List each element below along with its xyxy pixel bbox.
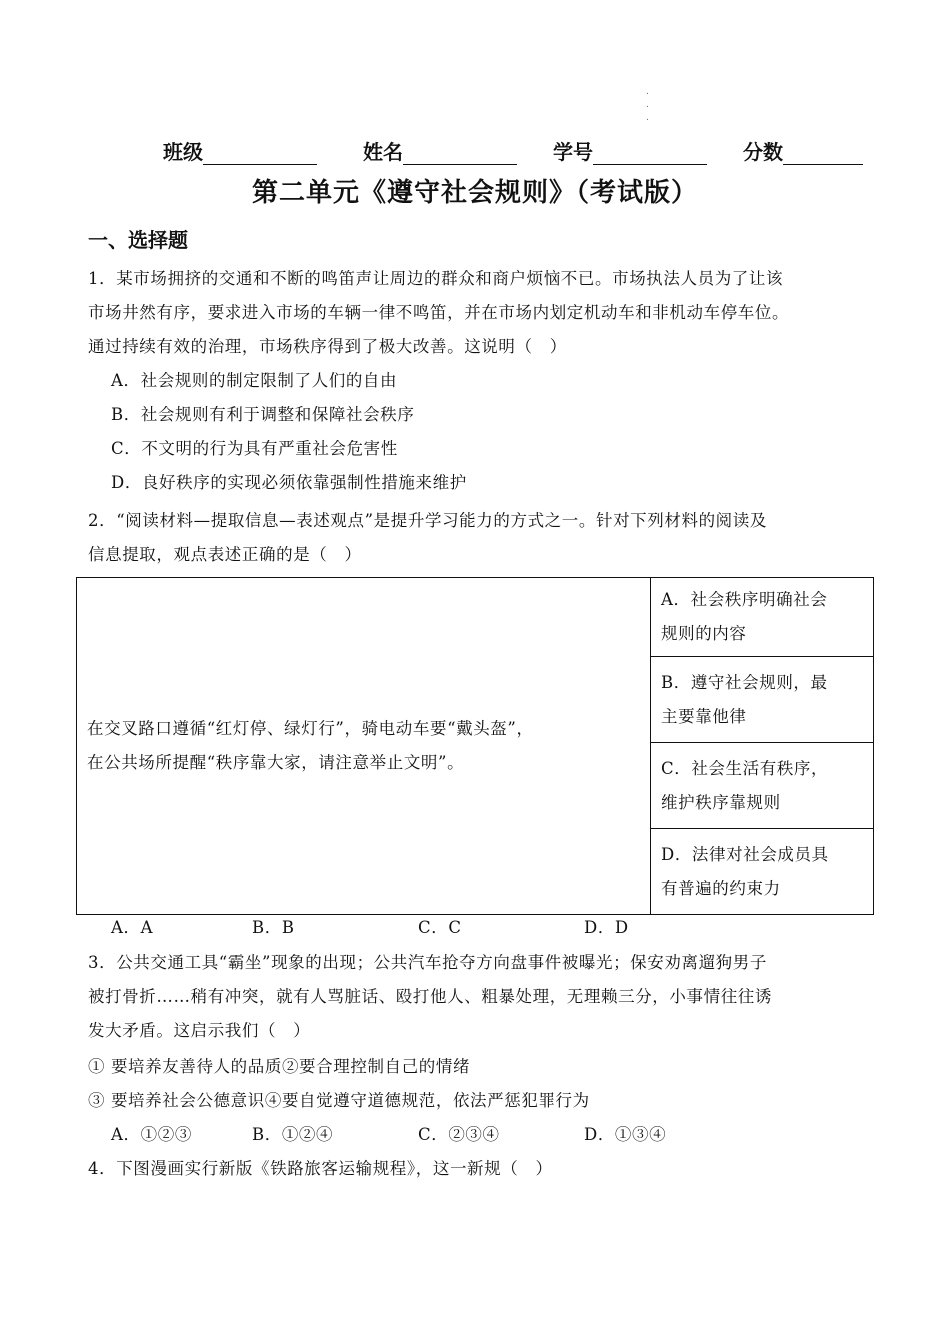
material-line: 在交叉路口遵循“红灯停、绿灯行”，骑电动车要“戴头盔”，: [87, 719, 534, 738]
table-option-b: [651, 657, 874, 743]
option-a[interactable]: A．社会规则的制定限制了人们的自由: [111, 371, 398, 390]
student-id-label: 学号: [553, 140, 593, 164]
material-cell: [77, 578, 651, 915]
option-d[interactable]: D．①③④: [584, 1125, 667, 1144]
table-option-a-line: 规则的内容: [661, 624, 747, 643]
question-3: [88, 946, 870, 1118]
material-line: 在公共场所提醒“秩序靠大家，请注意举止文明”。: [87, 753, 465, 772]
question-4: [88, 1152, 870, 1186]
option-c[interactable]: C．不文明的行为具有严重社会危害性: [111, 439, 398, 458]
section-heading: 一、选择题: [88, 228, 188, 252]
table-option-b-line: 主要靠他律: [661, 706, 747, 726]
option-a[interactable]: A．A: [111, 918, 154, 937]
option-b[interactable]: B．社会规则有利于调整和保障社会秩序: [111, 405, 415, 424]
score-label: 分数: [743, 140, 783, 164]
table-option-d-line: 有普遍的约束力: [661, 878, 781, 898]
question-3-line: 被打骨折……稍有冲突，就有人骂脏话、殴打他人、粗暴处理，无理赖三分，小事情往往诱: [88, 987, 772, 1006]
option-a[interactable]: A．①②③: [111, 1125, 192, 1144]
score-field[interactable]: [743, 136, 863, 165]
table-option-a: [651, 578, 874, 657]
class-field[interactable]: [163, 136, 317, 165]
question-2-line: 信息提取，观点表述正确的是（ ）: [88, 545, 362, 564]
table-option-c: [651, 743, 874, 829]
header-dots: . . .: [646, 87, 649, 123]
question-1-line: 通过持续有效的治理，市场秩序得到了极大改善。这说明（ ）: [88, 337, 567, 356]
table-option-d-line: D．法律对社会成员具: [661, 844, 829, 864]
name-label: 姓名: [363, 140, 403, 164]
option-b[interactable]: B．B: [252, 918, 295, 937]
question-3-statement: ③ 要培养社会公德意识④要自觉遵守道德规范，依法严惩犯罪行为: [88, 1091, 590, 1110]
question-1-line: 市场井然有序，要求进入市场的车辆一律不鸣笛，并在市场内划定机动车和非机动车停车位。: [88, 303, 790, 322]
question-2: [88, 504, 870, 572]
question-1: [88, 262, 870, 364]
table-option-a-line: A．社会秩序明确社会: [661, 590, 828, 609]
question-1-line: 1．某市场拥挤的交通和不断的鸣笛声让周边的群众和商户烦恼不已。市场执法人员为了让该: [88, 269, 784, 288]
option-c[interactable]: C．C: [418, 918, 462, 937]
option-d[interactable]: D．D: [584, 918, 629, 937]
student-info-row: [163, 136, 873, 164]
table-option-b-line: B．遵守社会规则，最: [661, 672, 828, 692]
question-3-line: 3．公共交通工具“霸坐”现象的出现；公共汽车抢夺方向盘事件被曝光；保安劝离遛狗男子: [88, 953, 767, 972]
question-2-options: [0, 911, 950, 945]
table-option-c-line: 维护秩序靠规则: [661, 792, 781, 812]
option-b[interactable]: B．①②④: [252, 1125, 334, 1144]
question-3-options: [0, 1118, 950, 1152]
table-option-d: [651, 829, 874, 915]
question-3-line: 发大矛盾。这启示我们（ ）: [88, 1021, 311, 1040]
question-1-options: [111, 364, 467, 500]
name-field[interactable]: [363, 136, 517, 165]
question-4-line: 4．下图漫画实行新版《铁路旅客运输规程》，这一新规（ ）: [88, 1159, 553, 1178]
option-c[interactable]: C．②③④: [418, 1125, 500, 1144]
table-option-c-line: C．社会生活有秩序，: [661, 758, 829, 778]
question-2-line: 2．“阅读材料—提取信息—表述观点”是提升学习能力的方式之一。针对下列材料的阅读及: [88, 511, 767, 530]
question-2-table: [76, 577, 874, 915]
student-id-field[interactable]: [553, 136, 707, 165]
class-label: 班级: [163, 140, 203, 164]
option-d[interactable]: D．良好秩序的实现必须依靠强制性措施来维护: [111, 473, 467, 492]
question-3-statement: ① 要培养友善待人的品质②要合理控制自己的情绪: [88, 1057, 471, 1076]
page-title: 第二单元《遵守社会规则》（考试版）: [251, 178, 698, 208]
